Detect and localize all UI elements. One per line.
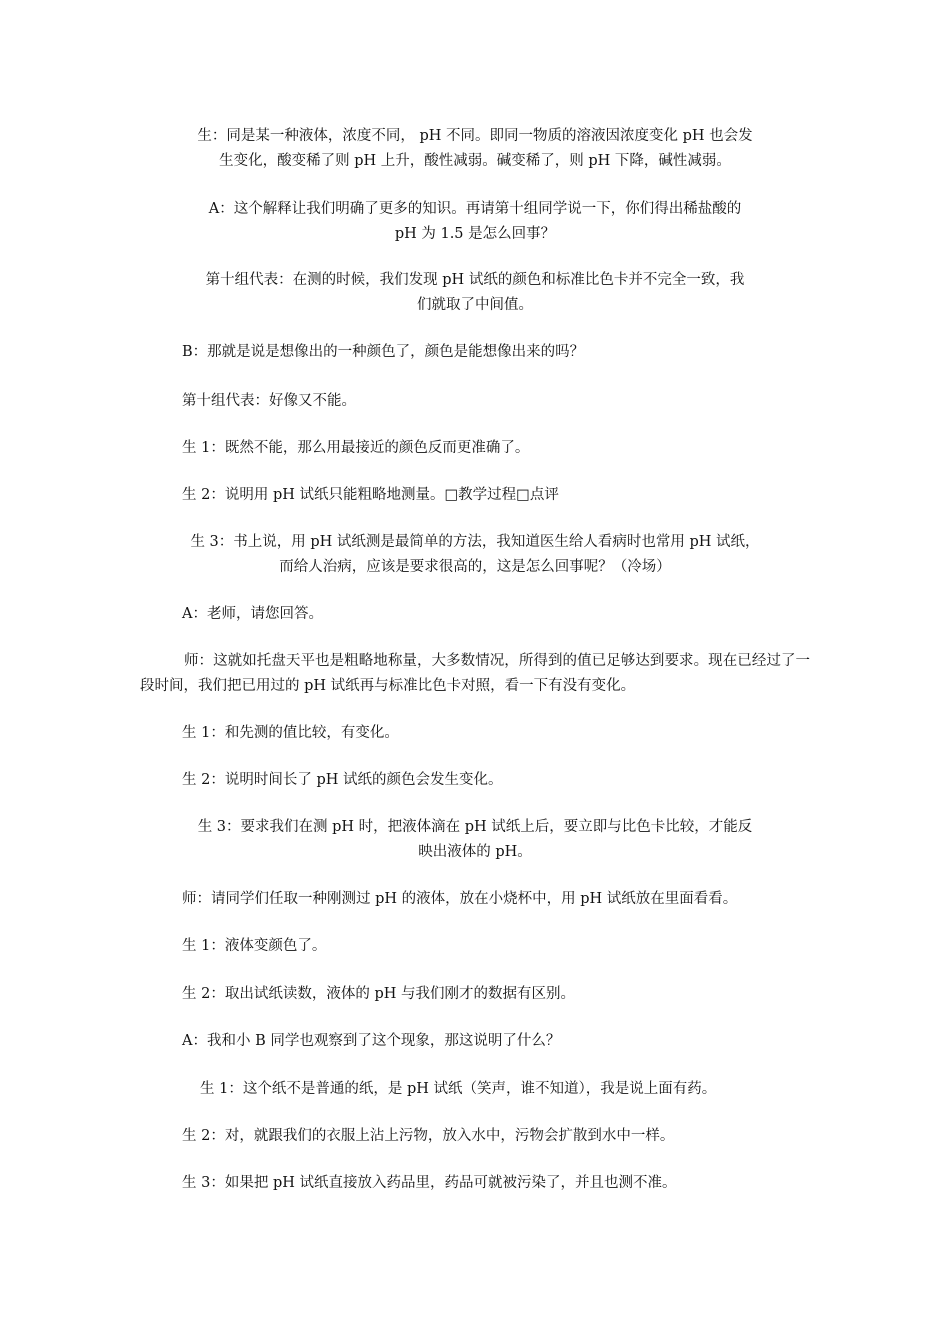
paragraph-3-line-1: 第十组代表：在测的时候，我们发现 pH 试纸的颜色和标准比色卡并不完全一致，我: [205, 272, 745, 288]
paragraph-8-line-2: 而给人治病，应该是要求很高的，这是怎么回事呢？（冷场）: [279, 559, 671, 575]
paragraph-2-line-1: A：这个解释让我们明确了更多的知识。再请第十组同学说一下，你们得出稀盐酸的: [208, 201, 742, 217]
paragraph-8: [140, 530, 810, 580]
paragraph-4: B：那就是说是想像出的一种颜色了，颜色是能想像出来的吗？: [182, 344, 585, 360]
paragraph-16: 生 2：取出试纸读数，液体的 pH 与我们刚才的数据有区别。: [182, 986, 575, 1002]
paragraph-2-line-2: pH 为 1.5 是怎么回事？: [394, 226, 556, 242]
paragraph-9: A：老师，请您回答。: [182, 606, 323, 622]
paragraph-20: 生 3：如果把 pH 试纸直接放入药品里，药品可就被污染了，并且也测不准。: [182, 1175, 677, 1191]
paragraph-10-line-1: 师：这就如托盘天平也是粗略地称量，大多数情况，所得到的值已足够达到要求。现: [184, 653, 723, 669]
paragraph-1-line-1: 生：同是某一种液体，浓度不同， pH 不同。即同一物质的溶液因浓度变化 pH 也会发: [197, 128, 753, 144]
paragraph-13-line-1: 生 3：要求我们在测 pH 时，把液体滴在 pH 试纸上后，要立即与比色卡比较，才能反: [197, 819, 753, 835]
paragraph-19: 生 2：对，就跟我们的衣服上沾上污物，放入水中，污物会扩散到水中一样。: [182, 1128, 675, 1144]
paragraph-13-line-2: 映出液体的 pH。: [418, 844, 532, 860]
paragraph-7: 生 2：说明用 pH 试纸只能粗略地测量。□教学过程□点评: [182, 487, 559, 503]
paragraph-17: A：我和小 B 同学也观察到了这个现象，那这说明了什么？: [182, 1033, 561, 1049]
paragraph-10-line-2: 在已经过了一段时间，我们把已用过的 pH 试纸再与标准比色卡对照，看一下有没有变化。: [140, 653, 811, 694]
paragraph-3: [140, 268, 810, 318]
paragraph-15: 生 1：液体变颜色了。: [182, 938, 327, 954]
paragraph-3-line-2: 们就取了中间值。: [417, 297, 533, 313]
paragraph-8-line-1: 生 3：书上说，用 pH 试纸测是最简单的方法，我知道医生给人看病时也常用 pH 试纸，: [190, 534, 760, 550]
paragraph-10: [140, 649, 810, 699]
paragraph-1: [140, 124, 810, 174]
paragraph-5: 第十组代表：好像又不能。: [182, 393, 356, 409]
paragraph-18: 生 1：这个纸不是普通的纸，是 pH 试纸（笑声，谁不知道），我是说上面有药。: [200, 1081, 717, 1097]
paragraph-2: [140, 197, 810, 247]
paragraph-11: 生 1：和先测的值比较，有变化。: [182, 725, 399, 741]
paragraph-6: 生 1：既然不能，那么用最接近的颜色反而更准确了。: [182, 440, 530, 456]
paragraph-12: 生 2：说明时间长了 pH 试纸的颜色会发生变化。: [182, 772, 503, 788]
paragraph-13: [140, 815, 810, 865]
paragraph-14: 师：请同学们任取一种刚测过 pH 的液体，放在小烧杯中，用 pH 试纸放在里面看看。: [182, 891, 738, 907]
paragraph-1-line-2: 生变化，酸变稀了则 pH 上升，酸性减弱。碱变稀了，则 pH 下降，碱性减弱。: [219, 153, 731, 169]
